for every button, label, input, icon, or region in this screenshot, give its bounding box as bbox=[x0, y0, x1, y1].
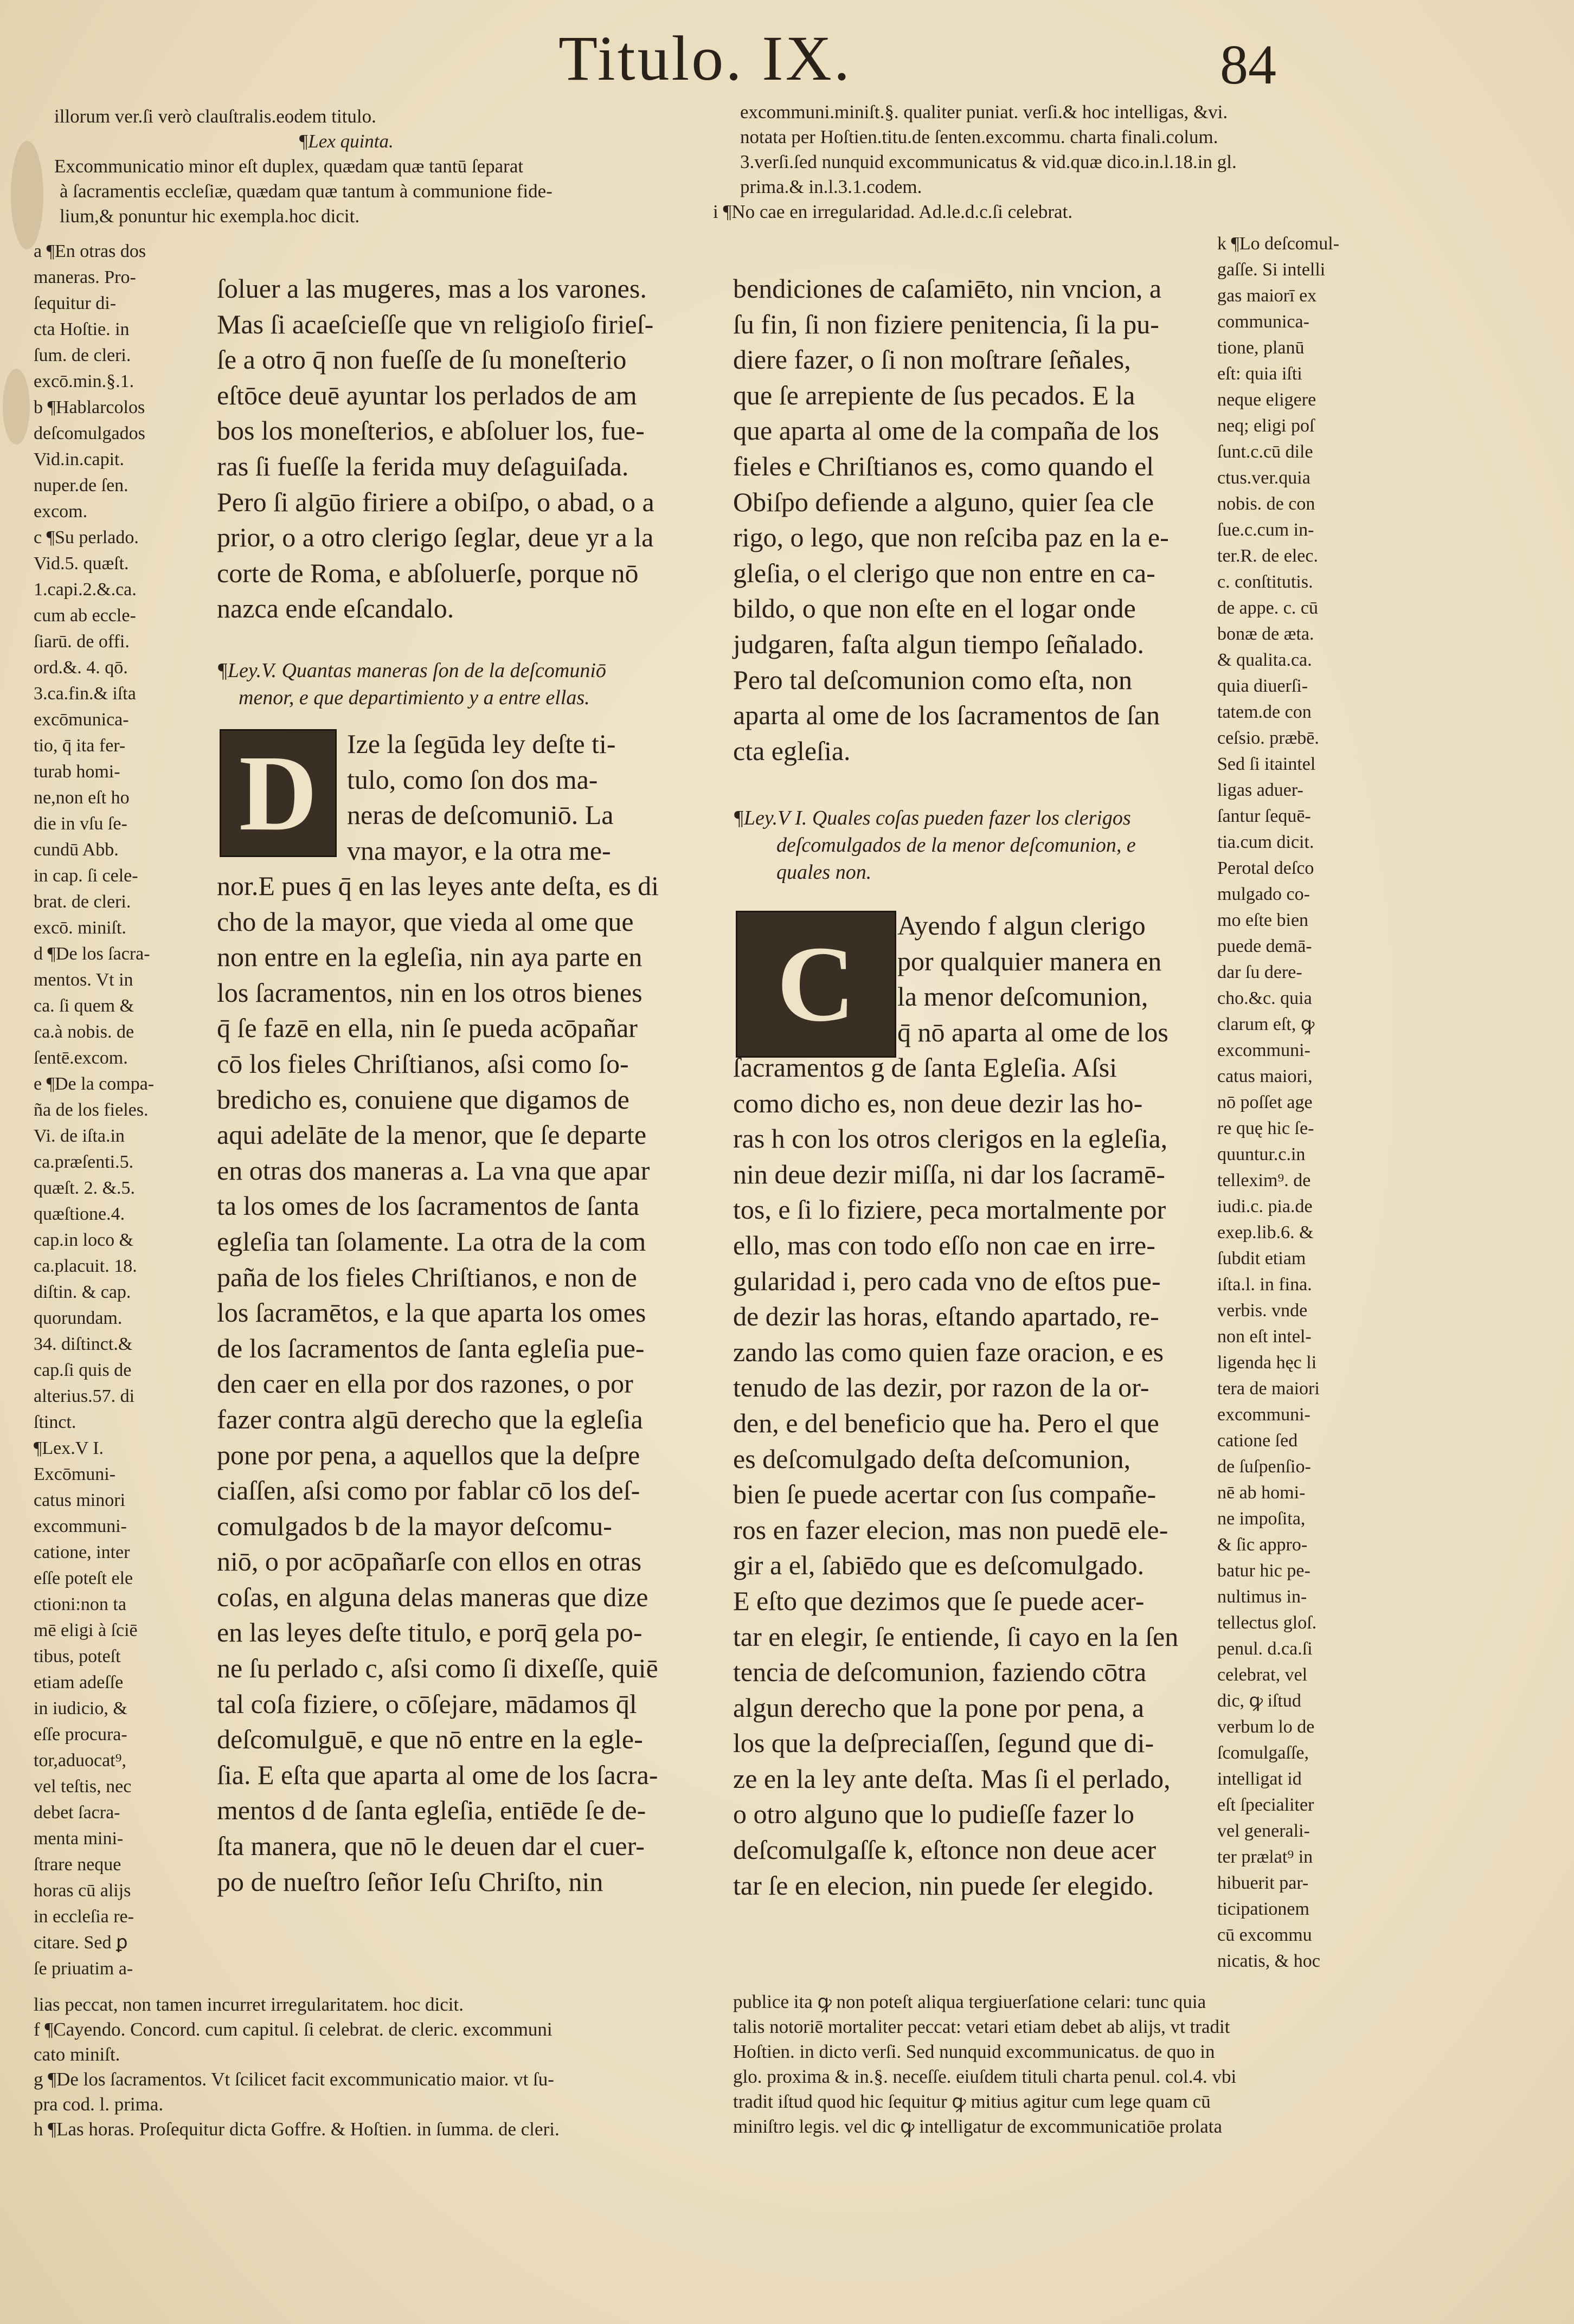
text-line: los ſacramētos, e la que aparta los omes bbox=[217, 1297, 646, 1328]
margin-gloss-line: ſue.c.cum in- bbox=[1217, 520, 1314, 540]
margin-gloss-line: vel generali- bbox=[1217, 1821, 1310, 1841]
margin-gloss-line: verbum lo de bbox=[1217, 1717, 1315, 1737]
text-line: Mas ſi acaeſcieſſe que vn religioſo firieſ- bbox=[217, 308, 654, 339]
margin-gloss-line: quæſtione.4. bbox=[34, 1204, 125, 1224]
drop-cap-letter: D bbox=[239, 733, 318, 853]
main-right-column-b bbox=[733, 1050, 1178, 1903]
gloss-bottom-right bbox=[733, 1990, 1236, 2139]
text-line: pone por pena, a aquellos que la deſpre bbox=[217, 1439, 640, 1470]
text-line: por qualquier manera en bbox=[897, 945, 1162, 976]
text-line: cō los fieles Chriſtianos, aſsi como ſo- bbox=[217, 1048, 629, 1079]
right-margin-gloss bbox=[1217, 231, 1374, 1974]
margin-gloss-line: Vi. de iſta.in bbox=[34, 1126, 125, 1146]
text-line: ciaſſen, aſsi como por fablar cō los deſ- bbox=[217, 1475, 640, 1506]
margin-gloss-line: 3.ca.fin.& iſta bbox=[34, 684, 136, 704]
text-line: deſcomulguē, e que nō entre en la egle- bbox=[217, 1724, 643, 1755]
text-line: bildo, o que non eſte en el logar onde bbox=[733, 593, 1136, 624]
text-line: bien ſe puede acertar con ſus compañe- bbox=[733, 1479, 1157, 1510]
margin-gloss-line: ligenda hęc li bbox=[1217, 1353, 1317, 1373]
margin-gloss-line: alterius.57. di bbox=[34, 1386, 135, 1406]
margin-gloss-line: b ¶Hablarcolos bbox=[34, 397, 145, 417]
margin-gloss-line: tione, planū bbox=[1217, 338, 1305, 358]
law-heading-line: deſcomulgados de la menor deſcomunion, e bbox=[776, 834, 1136, 857]
text-line: los ſacramentos, nin en los otros bienes bbox=[217, 977, 643, 1008]
margin-gloss-line: & ſic appro- bbox=[1217, 1535, 1308, 1555]
gloss-line: lias peccat, non tamen incurret irregularitatem. hoc dicit. bbox=[34, 1994, 464, 2015]
margin-gloss-line: cho.&c. quia bbox=[1217, 988, 1312, 1008]
gloss-line: publice ita ꝙ non poteſt aliqua tergiuerſatione celari: tunc quia bbox=[733, 1991, 1206, 2012]
margin-gloss-line: in eccleſia re- bbox=[34, 1907, 134, 1927]
margin-gloss-line: non eſt intel- bbox=[1217, 1327, 1312, 1347]
margin-gloss-line: ne,non eſt ho bbox=[34, 788, 130, 808]
margin-gloss-line: diſtin. & cap. bbox=[34, 1282, 131, 1302]
margin-gloss-line: Vid.in.capit. bbox=[34, 449, 124, 469]
text-line: Ayendo f algun clerigo bbox=[897, 910, 1146, 941]
margin-gloss-line: tatem.de con bbox=[1217, 702, 1312, 722]
gloss-line: g ¶De los ſacramentos. Vt ſcilicet facit excommunicatio maior. vt ſu- bbox=[34, 2069, 554, 2090]
margin-gloss-line: clarum eſt, ꝙ bbox=[1217, 1014, 1315, 1034]
margin-gloss-line: excō.min.§.1. bbox=[34, 371, 134, 391]
text-line: ſe a otro q̄ non fueſſe de ſu moneſterio bbox=[217, 344, 627, 375]
margin-gloss-line: dic, ꝙ iſtud bbox=[1217, 1691, 1301, 1711]
margin-gloss-line: ca.placuit. 18. bbox=[34, 1256, 137, 1276]
margin-gloss-line: excommuni- bbox=[1217, 1040, 1310, 1060]
margin-gloss-line: brat. de cleri. bbox=[34, 892, 131, 912]
margin-gloss-line: d ¶De los ſacra- bbox=[34, 944, 150, 964]
text-line: paña de los fieles Chriſtianos, e non de bbox=[217, 1261, 637, 1292]
text-line: tencia de deſcomunion, faziendo cōtra bbox=[733, 1657, 1147, 1688]
margin-gloss-line: quia diuerſi- bbox=[1217, 676, 1308, 696]
margin-gloss-line: tor,aduocat⁹, bbox=[34, 1750, 126, 1771]
margin-gloss-line: ſentē.excom. bbox=[34, 1048, 128, 1068]
text-line: cho de la mayor, que vieda al ome que bbox=[217, 906, 634, 937]
margin-gloss-line: neq; eligi poſ bbox=[1217, 416, 1315, 436]
margin-gloss-line: ca. ſi quem & bbox=[34, 996, 134, 1016]
margin-gloss-line: verbis. vnde bbox=[1217, 1301, 1308, 1321]
left-margin-gloss bbox=[34, 239, 213, 1982]
text-line: po de nueſtro ſeñor Ieſu Chriſto, nin bbox=[217, 1866, 603, 1897]
text-line: la menor deſcomunion, bbox=[897, 981, 1148, 1012]
main-left-column-drop bbox=[347, 726, 616, 868]
margin-gloss-line: mentos. Vt in bbox=[34, 970, 133, 990]
margin-gloss-line: catione ſed bbox=[1217, 1431, 1298, 1451]
margin-gloss-line: cta Hoſtie. in bbox=[34, 319, 130, 339]
text-line: algun derecho que la pone por pena, a bbox=[733, 1692, 1145, 1723]
law-heading-line: quales non. bbox=[776, 861, 872, 884]
margin-gloss-line: nicatis, & hoc bbox=[1217, 1951, 1320, 1971]
gloss-line: cato miniſt. bbox=[34, 2044, 120, 2065]
margin-gloss-line: k ¶Lo deſcomul- bbox=[1217, 234, 1340, 254]
margin-gloss-line: etiam adeſſe bbox=[34, 1672, 124, 1692]
margin-gloss-line: a ¶En otras dos bbox=[34, 241, 146, 261]
margin-gloss-line: cū excommu bbox=[1217, 1925, 1312, 1945]
text-line: egleſia tan ſolamente. La otra de la com bbox=[217, 1226, 646, 1257]
text-line: fazer contra algū derecho que la egleſia bbox=[217, 1404, 643, 1434]
margin-gloss-line: cap.ſi quis de bbox=[34, 1360, 132, 1380]
margin-gloss-line: gas maiorī ex bbox=[1217, 286, 1317, 306]
margin-gloss-line: mē eligi à ſciē bbox=[34, 1620, 138, 1640]
text-line: eſtōce deuē ayuntar los perlados de am bbox=[217, 379, 637, 410]
margin-gloss-line: quæſt. 2. &.5. bbox=[34, 1178, 136, 1198]
main-right-column-a bbox=[733, 271, 1169, 769]
text-line: judgaren, faſta algun tiempo ſeñalado. bbox=[733, 628, 1145, 659]
margin-gloss-line: ticipationem bbox=[1217, 1899, 1309, 1919]
text-line: en otras dos maneras a. La vna que apar bbox=[217, 1155, 650, 1186]
gloss-bottom-left bbox=[34, 1992, 560, 2142]
text-line: Pero ſi algūo firiere a obiſpo, o abad, o a bbox=[217, 486, 654, 517]
margin-gloss-line: ſtrare neque bbox=[34, 1855, 121, 1875]
margin-gloss-line: iudi.c. pia.de bbox=[1217, 1196, 1313, 1216]
gloss-line: f ¶Cayendo. Concord. cum capitul. ſi celebrat. de cleric. excommuni bbox=[34, 2019, 552, 2040]
law5-heading bbox=[217, 657, 606, 711]
law-heading-line: ¶Ley.V I. Quales coſas pueden fazer los clerigos bbox=[733, 807, 1131, 829]
main-right-column-drop bbox=[897, 908, 1168, 1050]
margin-gloss-line: & qualita.ca. bbox=[1217, 650, 1312, 670]
text-line: den caer en ella por dos razones, o por bbox=[217, 1368, 633, 1399]
text-line: como dicho es, non deue dezir las ho- bbox=[733, 1087, 1143, 1118]
margin-gloss-line: cap.in loco & bbox=[34, 1230, 134, 1250]
text-line: diere fazer, o ſi non moſtrare ſeñales, bbox=[733, 344, 1131, 375]
margin-gloss-line: ter.R. de elec. bbox=[1217, 546, 1318, 566]
margin-gloss-line: c ¶Su perlado. bbox=[34, 527, 139, 548]
text-line: Obiſpo defiende a alguno, quier ſea cle bbox=[733, 486, 1154, 517]
margin-gloss-line: communica- bbox=[1217, 312, 1309, 332]
margin-gloss-line: mo eſte bien bbox=[1217, 910, 1309, 930]
margin-gloss-line: hibuerit par- bbox=[1217, 1873, 1309, 1893]
text-line: nazca ende eſcandalo. bbox=[217, 593, 454, 624]
gloss-line: h ¶Las horas. Proſequitur dicta Goffre. & Hoſtien. in ſumma. de cleri. bbox=[34, 2119, 560, 2140]
margin-gloss-line: ſcomulgaſſe, bbox=[1217, 1743, 1309, 1763]
main-left-column-b bbox=[217, 868, 659, 1900]
gloss-heading: ¶Lex quinta. bbox=[298, 131, 394, 152]
margin-gloss-line: excō. miniſt. bbox=[34, 918, 126, 938]
gloss-line: illorum ver.ſi verò clauſtralis.eodem titulo. bbox=[54, 106, 376, 127]
margin-gloss-line: tera de maiori bbox=[1217, 1379, 1320, 1399]
text-line: aparta al ome de los ſacramentos de ſan bbox=[733, 700, 1160, 731]
text-line: ros en fazer elecion, mas non puedē ele- bbox=[733, 1514, 1168, 1545]
margin-gloss-line: catus minori bbox=[34, 1490, 126, 1510]
text-line: es deſcomulgado deſta deſcomunion, bbox=[733, 1443, 1131, 1474]
margin-gloss-line: batur hic pe- bbox=[1217, 1561, 1310, 1581]
text-line: tar en elegir, ſe entiende, ſi cayo en la ſen bbox=[733, 1621, 1179, 1652]
gloss-top-right bbox=[713, 100, 1237, 224]
margin-gloss-line: ligas aduer- bbox=[1217, 780, 1303, 800]
margin-gloss-line: maneras. Pro- bbox=[34, 267, 136, 287]
text-line: Pero tal deſcomunion como eſta, non bbox=[733, 664, 1132, 695]
text-line: gularidad i, pero cada vno de eſtos pue- bbox=[733, 1265, 1161, 1296]
text-line: ne ſu perlado c, aſsi como ſi dixeſſe, quiē bbox=[217, 1653, 658, 1684]
drop-cap-d bbox=[220, 729, 337, 857]
margin-gloss-line: ¶Lex.V I. bbox=[34, 1438, 104, 1458]
text-line: neras de deſcomuniō. La bbox=[347, 800, 614, 831]
margin-gloss-line: penul. d.ca.ſi bbox=[1217, 1639, 1313, 1659]
margin-gloss-line: ceſsio. præbē. bbox=[1217, 728, 1319, 748]
margin-gloss-line: de ſuſpenſio- bbox=[1217, 1457, 1311, 1477]
margin-gloss-line: ord.&. 4. qō. bbox=[34, 658, 128, 678]
text-line: ſta manera, que nō le deuen dar el cuer- bbox=[217, 1831, 645, 1862]
margin-gloss-line: nuper.de ſen. bbox=[34, 475, 129, 495]
margin-gloss-line: celebrat, vel bbox=[1217, 1665, 1308, 1685]
text-line: ſacramentos g de ſanta Egleſia. Aſsi bbox=[733, 1052, 1117, 1083]
margin-gloss-line: ña de los fieles. bbox=[34, 1100, 149, 1120]
margin-gloss-line: c. conſtitutis. bbox=[1217, 572, 1313, 592]
margin-gloss-line: intelligat id bbox=[1217, 1769, 1302, 1789]
paper-stain bbox=[3, 369, 30, 445]
margin-gloss-line: excommuni- bbox=[1217, 1405, 1310, 1425]
margin-gloss-line: ſe priuatim a- bbox=[34, 1959, 133, 1979]
margin-gloss-line: dar ſu dere- bbox=[1217, 962, 1302, 982]
margin-gloss-line: puede demā- bbox=[1217, 936, 1312, 956]
gloss-top-left bbox=[54, 104, 552, 229]
gloss-line: prima.& in.l.3.1.codem. bbox=[740, 176, 922, 197]
margin-gloss-line: excommuni- bbox=[34, 1516, 127, 1536]
margin-gloss-line: bonæ de æta. bbox=[1217, 624, 1314, 644]
margin-gloss-line: die in vſu ſe- bbox=[34, 814, 127, 834]
margin-gloss-line: ca.à nobis. de bbox=[34, 1022, 134, 1042]
margin-gloss-line: citare. Sed ꝑ bbox=[34, 1933, 128, 1953]
margin-gloss-line: vel teſtis, nec bbox=[34, 1776, 132, 1797]
text-line: non entre en la egleſia, nin aya parte en bbox=[217, 942, 643, 973]
margin-gloss-line: catione, inter bbox=[34, 1542, 130, 1562]
text-line: en las leyes deſte titulo, e porq̄ gela po- bbox=[217, 1617, 643, 1648]
text-line: bredicho es, conuiene que digamos de bbox=[217, 1084, 629, 1115]
margin-gloss-line: eſt: quia iſti bbox=[1217, 364, 1302, 384]
margin-gloss-line: catus maiori, bbox=[1217, 1066, 1313, 1086]
text-line: de los ſacramentos de ſanta egleſia pue- bbox=[217, 1332, 645, 1363]
gloss-line: notata per Hoſtien.titu.de ſenten.excommu. charta finali.colum. bbox=[740, 126, 1218, 147]
text-line: de dezir las horas, eſtando apartado, re- bbox=[733, 1301, 1159, 1332]
margin-gloss-line: Vid.5. quæſt. bbox=[34, 553, 129, 574]
margin-gloss-line: quorundam. bbox=[34, 1308, 123, 1328]
margin-gloss-line: tio, q̄ ita fer- bbox=[34, 736, 126, 756]
margin-gloss-line: nultimus in- bbox=[1217, 1587, 1307, 1607]
text-line: nor.E pues q̄ en las leyes ante deſta, es di bbox=[217, 871, 659, 901]
margin-gloss-line: nō poſſet age bbox=[1217, 1092, 1313, 1112]
margin-gloss-line: ca.præſenti.5. bbox=[34, 1152, 134, 1172]
margin-gloss-line: ſiarū. de offi. bbox=[34, 632, 130, 652]
margin-gloss-line: tellexim⁹. de bbox=[1217, 1170, 1311, 1190]
main-left-column-a bbox=[217, 271, 654, 627]
text-line: Ize la ſegūda ley deſte ti- bbox=[347, 729, 616, 759]
margin-gloss-line: quuntur.c.in bbox=[1217, 1144, 1306, 1164]
text-line: comulgados b de la mayor deſcomu- bbox=[217, 1510, 612, 1541]
folio-number: 84 bbox=[1220, 34, 1276, 96]
law6-heading bbox=[733, 804, 1136, 886]
text-line: rigo, o lego, que non reſciba paz en la e- bbox=[733, 522, 1169, 553]
text-line: niō, o por acōpañarſe con ellos en otras bbox=[217, 1546, 642, 1577]
drop-cap-letter: C bbox=[776, 924, 856, 1044]
margin-gloss-line: deſcomulgados bbox=[34, 423, 145, 443]
text-line: bendiciones de caſamiēto, nin vncion, a bbox=[733, 273, 1162, 304]
text-line: tenudo de las dezir, por razon de la or- bbox=[733, 1372, 1149, 1403]
text-line: corte de Roma, e abſoluerſe, porque nō bbox=[217, 557, 639, 588]
margin-gloss-line: eſſe poteſt ele bbox=[34, 1568, 133, 1588]
text-line: mentos d de ſanta egleſia, entiēde ſe de- bbox=[217, 1795, 646, 1826]
text-line: den, e del beneficio que ha. Pero el que bbox=[733, 1407, 1159, 1438]
margin-gloss-line: exep.lib.6. & bbox=[1217, 1222, 1314, 1243]
text-line: ello, mas con todo eſſo non cae en irre- bbox=[733, 1229, 1155, 1260]
margin-gloss-line: nē ab homi- bbox=[1217, 1483, 1306, 1503]
margin-gloss-line: Sed ſi itaintel bbox=[1217, 754, 1316, 774]
margin-gloss-line: ctioni:non ta bbox=[34, 1594, 126, 1614]
margin-gloss-line: mulgado co- bbox=[1217, 884, 1310, 904]
text-line: ze en la ley ante deſta. Mas ſi el perlado, bbox=[733, 1763, 1171, 1794]
text-line: fieles e Chriſtianos es, como quando el bbox=[733, 450, 1154, 481]
margin-gloss-line: ſum. de cleri. bbox=[34, 345, 131, 365]
text-line: tal coſa fiziere, o cōſejare, mādamos q̄l bbox=[217, 1688, 637, 1719]
margin-gloss-line: ter prælat⁹ in bbox=[1217, 1847, 1313, 1867]
law-heading-line: ¶Ley.V. Quantas maneras ſon de la deſcomuniō bbox=[217, 659, 606, 682]
margin-gloss-line: in iudicio, & bbox=[34, 1698, 127, 1718]
margin-gloss-line: ſequitur di- bbox=[34, 293, 117, 313]
running-title: Titulo. IX. bbox=[558, 23, 852, 94]
text-line: deſcomulgaſſe k, eſtonce non deue acer bbox=[733, 1834, 1157, 1865]
margin-gloss-line: menta mini- bbox=[34, 1829, 124, 1849]
gloss-line: Excommunicatio minor eſt duplex, quædam quæ tantū ſeparat bbox=[54, 156, 524, 177]
gloss-line: à ſacramentis eccleſiæ, quædam quæ tantum à communione fide- bbox=[60, 181, 552, 202]
margin-gloss-line: de appe. c. cū bbox=[1217, 598, 1318, 618]
margin-gloss-line: horas cū alijs bbox=[34, 1881, 131, 1901]
margin-gloss-line: tibus, poteſt bbox=[34, 1646, 121, 1666]
gloss-line: lium,& ponuntur hic exempla.hoc dicit. bbox=[60, 205, 360, 227]
gloss-line: i ¶No cae en irregularidad. Ad.le.d.c.ſi celebrat. bbox=[713, 201, 1073, 222]
text-line: gleſia, o el clerigo que non entre en ca- bbox=[733, 557, 1155, 588]
margin-gloss-line: gaſſe. Si intelli bbox=[1217, 260, 1326, 280]
text-line: q̄ nō aparta al ome de los bbox=[897, 1016, 1168, 1047]
text-line: coſas, en alguna delas maneras que dize bbox=[217, 1581, 648, 1612]
margin-gloss-line: excōmunica- bbox=[34, 710, 129, 730]
margin-gloss-line: Excōmuni- bbox=[34, 1464, 116, 1484]
margin-gloss-line: nobis. de con bbox=[1217, 494, 1315, 514]
margin-gloss-line: ſantur ſequē- bbox=[1217, 806, 1311, 826]
text-line: vna mayor, e la otra me- bbox=[347, 835, 611, 866]
margin-gloss-line: eſſe procura- bbox=[34, 1724, 127, 1744]
drop-cap-c bbox=[736, 911, 896, 1058]
gloss-line: talis notoriē mortaliter peccat: vetari etiam debet ab alijs, vt tradit bbox=[733, 2016, 1230, 2037]
text-line: zando las como quien faze oracion, e es bbox=[733, 1336, 1164, 1367]
text-line: bos los moneſterios, e abſoluer los, fue- bbox=[217, 415, 645, 446]
text-line: nin deue dezir miſſa, ni dar los ſacramē- bbox=[733, 1158, 1165, 1189]
margin-gloss-line: ne impoſita, bbox=[1217, 1509, 1306, 1529]
gloss-line: Hoſtien. in dicto verſi. Sed nunquid excommunicatus. de quo in bbox=[733, 2041, 1215, 2062]
margin-gloss-line: tellectus gloſ. bbox=[1217, 1613, 1317, 1633]
text-line: gir a el, ſabiēdo que es deſcomulgado. bbox=[733, 1550, 1145, 1581]
margin-gloss-line: excom. bbox=[34, 501, 88, 522]
margin-gloss-line: e ¶De la compa- bbox=[34, 1074, 155, 1094]
margin-gloss-line: 1.capi.2.&.ca. bbox=[34, 580, 137, 600]
gloss-line: tradit iſtud quod hic ſequitur ꝙ mitius agitur cum lege quam cū bbox=[733, 2091, 1211, 2112]
text-line: los que la deſpreciaſſen, ſegund que di- bbox=[733, 1728, 1154, 1759]
text-line: ſia. E eſta que aparta al ome de los ſacra- bbox=[217, 1759, 658, 1790]
margin-gloss-line: turab homi- bbox=[34, 762, 120, 782]
margin-gloss-line: re quę hic ſe- bbox=[1217, 1118, 1314, 1138]
text-line: ta los omes de los ſacramentos de ſanta bbox=[217, 1190, 639, 1221]
text-line: ras ſi fueſſe la ferida muy deſaguiſada. bbox=[217, 450, 629, 481]
text-line: E eſto que dezimos que ſe puede acer- bbox=[733, 1585, 1145, 1616]
margin-gloss-line: Perotal deſco bbox=[1217, 858, 1314, 878]
margin-gloss-line: in cap. ſi cele- bbox=[34, 866, 138, 886]
margin-gloss-line: ſtinct. bbox=[34, 1412, 76, 1432]
margin-gloss-line: cundū Abb. bbox=[34, 840, 119, 860]
gloss-line: excommuni.miniſt.§. qualiter puniat. verſi.& hoc intelligas, &vi. bbox=[740, 101, 1228, 123]
gloss-line: glo. proxima & in.§. neceſſe. eiuſdem tituli charta penul. col.4. vbi bbox=[733, 2066, 1237, 2087]
text-line: que aparta al ome de la compaña de los bbox=[733, 415, 1159, 446]
margin-gloss-line: cum ab eccle- bbox=[34, 606, 136, 626]
margin-gloss-line: iſta.l. in fina. bbox=[1217, 1274, 1312, 1295]
gloss-line: miniſtro legis. vel dic ꝙ intelligatur de excommunicatiōe prolata bbox=[733, 2116, 1223, 2137]
margin-gloss-line: ctus.ver.quia bbox=[1217, 468, 1310, 488]
text-line: ras h con los otros clerigos en la egleſia, bbox=[733, 1123, 1168, 1154]
margin-gloss-line: ſunt.c.cū dile bbox=[1217, 442, 1313, 462]
text-line: ſoluer a las mugeres, mas a los varones. bbox=[217, 273, 647, 304]
paper-stain bbox=[11, 141, 43, 249]
margin-gloss-line: neque eligere bbox=[1217, 390, 1316, 410]
text-line: prior, o a otro clerigo ſeglar, deue yr a la bbox=[217, 522, 654, 553]
text-line: o otro alguno que lo pudieſſe fazer lo bbox=[733, 1799, 1135, 1830]
text-line: ſu fin, ſi non fiziere penitencia, ſi la pu- bbox=[733, 308, 1159, 339]
margin-gloss-line: eſt ſpecialiter bbox=[1217, 1795, 1314, 1815]
margin-gloss-line: debet ſacra- bbox=[34, 1802, 120, 1823]
text-line: q̄ ſe fazē en ella, nin ſe pueda acōpañar bbox=[217, 1013, 638, 1044]
margin-gloss-line: ſubdit etiam bbox=[1217, 1248, 1306, 1269]
law-heading-line: menor, e que departimiento y a entre ellas. bbox=[239, 686, 590, 709]
margin-gloss-line: 34. diſtinct.& bbox=[34, 1334, 133, 1354]
text-line: tulo, como ſon dos ma- bbox=[347, 764, 598, 795]
text-line: cta egleſia. bbox=[733, 735, 851, 766]
text-line: que ſe arrepiente de ſus pecados. E la bbox=[733, 379, 1135, 410]
gloss-line: 3.verſi.ſed nunquid excommunicatus & vid.quæ dico.in.l.18.in gl. bbox=[740, 151, 1237, 172]
text-line: aqui adelāte de la menor, que ſe departe bbox=[217, 1119, 647, 1150]
text-line: tar ſe en elecion, nin puede ſer elegido. bbox=[733, 1870, 1154, 1901]
gloss-line: pra cod. l. prima. bbox=[34, 2094, 164, 2115]
text-line: tos, e ſi lo fiziere, peca mortalmente por bbox=[733, 1194, 1166, 1225]
margin-gloss-line: tia.cum dicit. bbox=[1217, 832, 1314, 852]
